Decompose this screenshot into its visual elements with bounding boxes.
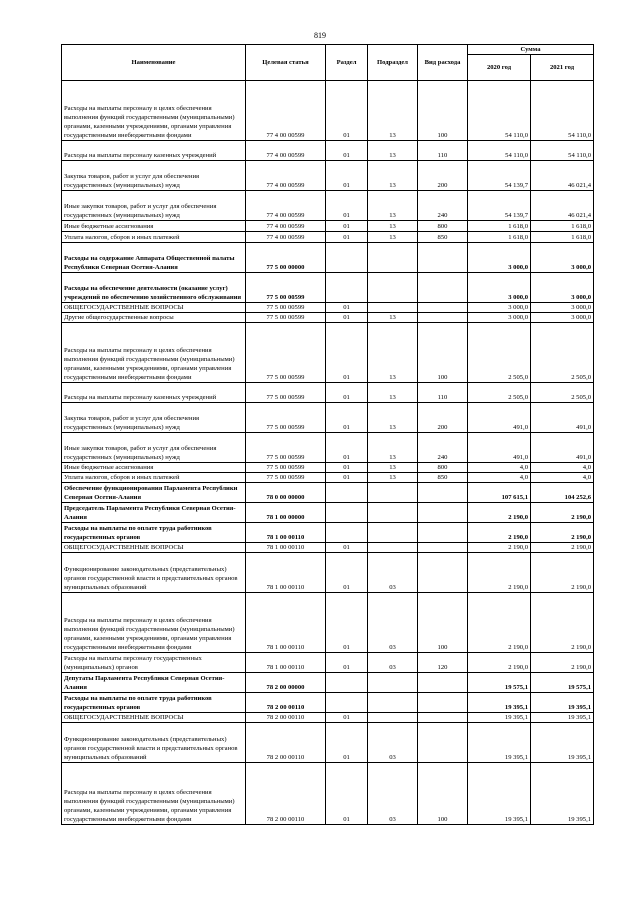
table-row: [62, 191, 594, 221]
table-row: [62, 693, 594, 713]
cell-name: Закупка товаров, работ и услуг для обеспечения государственных (муниципальных) нужд: [62, 403, 246, 433]
cell-expense-type: 240: [418, 433, 468, 463]
header-article: Целевая статья: [246, 45, 326, 81]
cell-2021: 46 021,4: [531, 161, 594, 191]
table-row: [62, 221, 594, 232]
cell-subsection: 13: [368, 313, 418, 323]
cell-article: 77 4 00 00599: [246, 191, 326, 221]
table-row: [62, 763, 594, 825]
cell-article: 78 1 00 00110: [246, 593, 326, 653]
cell-article: 78 1 00 00110: [246, 543, 326, 553]
cell-name: ОБЩЕГОСУДАРСТВЕННЫЕ ВОПРОСЫ: [62, 543, 246, 553]
cell-subsection: 13: [368, 323, 418, 383]
cell-article: 77 5 00 00000: [246, 243, 326, 273]
table-row: [62, 273, 594, 303]
cell-subsection: [368, 673, 418, 693]
cell-expense-type: [418, 313, 468, 323]
cell-name: Расходы на обеспечение деятельности (оказание услуг) учреждений по обеспечению хозяйственного обслуживания: [62, 273, 246, 303]
cell-subsection: 13: [368, 473, 418, 483]
cell-2020: 1 618,0: [468, 221, 531, 232]
cell-2020: 491,0: [468, 433, 531, 463]
cell-expense-type: 800: [418, 463, 468, 473]
cell-subsection: 13: [368, 81, 418, 141]
table-row: [62, 653, 594, 673]
cell-subsection: [368, 523, 418, 543]
cell-name: ОБЩЕГОСУДАРСТВЕННЫЕ ВОПРОСЫ: [62, 713, 246, 723]
cell-article: 78 1 00 00110: [246, 653, 326, 673]
cell-name: Другие общегосударственные вопросы: [62, 313, 246, 323]
cell-subsection: 13: [368, 161, 418, 191]
cell-section: [326, 273, 368, 303]
budget-table: [61, 44, 594, 825]
cell-name: Депутаты Парламента Республики Северная Осетия-Алания: [62, 673, 246, 693]
table-row: [62, 553, 594, 593]
header-section: Раздел: [326, 45, 368, 81]
cell-2020: 3 000,0: [468, 313, 531, 323]
table-row: [62, 383, 594, 403]
cell-section: 01: [326, 221, 368, 232]
cell-section: 01: [326, 473, 368, 483]
cell-expense-type: 850: [418, 232, 468, 243]
header-sum: Сумма: [468, 45, 594, 55]
cell-expense-type: [418, 553, 468, 593]
cell-2020: 2 190,0: [468, 543, 531, 553]
cell-2020: 2 505,0: [468, 383, 531, 403]
cell-2021: 2 505,0: [531, 323, 594, 383]
header-expense-type: Вид расхода: [418, 45, 468, 81]
cell-subsection: 13: [368, 221, 418, 232]
table-row: [62, 503, 594, 523]
cell-name: Уплата налогов, сборов и иных платежей: [62, 232, 246, 243]
cell-2021: 54 110,0: [531, 141, 594, 161]
cell-expense-type: [418, 723, 468, 763]
cell-2020: 2 190,0: [468, 503, 531, 523]
cell-section: 01: [326, 323, 368, 383]
cell-name: Расходы на выплаты персоналу в целях обеспечения выполнения функций государственными (муниципальными) органами, казенными учреждениями, органами управления государственными внебюджетными фондами: [62, 593, 246, 653]
cell-name: Обеспечение функционирования Парламента Республики Северная Осетия-Алания: [62, 483, 246, 503]
cell-section: [326, 483, 368, 503]
cell-section: 01: [326, 191, 368, 221]
header-subsection: Подраздел: [368, 45, 418, 81]
cell-article: 78 2 00 00110: [246, 693, 326, 713]
cell-expense-type: 850: [418, 473, 468, 483]
cell-subsection: [368, 303, 418, 313]
cell-2021: 2 505,0: [531, 383, 594, 403]
cell-article: 77 4 00 00599: [246, 232, 326, 243]
cell-2020: 54 139,7: [468, 191, 531, 221]
cell-2020: 54 110,0: [468, 141, 531, 161]
cell-article: 77 5 00 00599: [246, 473, 326, 483]
cell-article: 77 4 00 00599: [246, 161, 326, 191]
cell-subsection: [368, 543, 418, 553]
cell-2020: 4,0: [468, 463, 531, 473]
table-row: [62, 473, 594, 483]
cell-2020: 19 395,1: [468, 713, 531, 723]
cell-article: 77 5 00 00599: [246, 323, 326, 383]
cell-name: Иные бюджетные ассигнования: [62, 463, 246, 473]
cell-article: 77 5 00 00599: [246, 403, 326, 433]
cell-subsection: 03: [368, 593, 418, 653]
table-row: [62, 313, 594, 323]
cell-expense-type: [418, 273, 468, 303]
cell-expense-type: 100: [418, 593, 468, 653]
cell-section: [326, 523, 368, 543]
table-row: [62, 483, 594, 503]
cell-2020: 3 000,0: [468, 303, 531, 313]
cell-subsection: [368, 713, 418, 723]
cell-2021: 4,0: [531, 463, 594, 473]
cell-2020: 19 575,1: [468, 673, 531, 693]
cell-expense-type: [418, 543, 468, 553]
cell-section: 01: [326, 713, 368, 723]
cell-article: 77 4 00 00599: [246, 81, 326, 141]
cell-name: Уплата налогов, сборов и иных платежей: [62, 473, 246, 483]
cell-section: 01: [326, 161, 368, 191]
cell-article: 77 4 00 00599: [246, 141, 326, 161]
cell-subsection: 03: [368, 553, 418, 593]
cell-section: 01: [326, 433, 368, 463]
cell-section: 01: [326, 313, 368, 323]
table-row: [62, 161, 594, 191]
cell-2021: 3 000,0: [531, 273, 594, 303]
table-row: [62, 303, 594, 313]
cell-subsection: 13: [368, 383, 418, 403]
cell-expense-type: 200: [418, 161, 468, 191]
page-number: 819: [314, 31, 326, 40]
cell-subsection: 13: [368, 403, 418, 433]
cell-expense-type: [418, 303, 468, 313]
table-row: [62, 723, 594, 763]
cell-article: 78 2 00 00110: [246, 723, 326, 763]
cell-expense-type: 200: [418, 403, 468, 433]
cell-2021: 2 190,0: [531, 543, 594, 553]
cell-article: 78 2 00 00110: [246, 763, 326, 825]
cell-subsection: 13: [368, 191, 418, 221]
cell-article: 78 2 00 00110: [246, 713, 326, 723]
cell-name: Расходы на выплаты персоналу казенных учреждений: [62, 141, 246, 161]
cell-section: 01: [326, 723, 368, 763]
cell-section: 01: [326, 653, 368, 673]
cell-name: Закупка товаров, работ и услуг для обеспечения государственных (муниципальных) нужд: [62, 161, 246, 191]
cell-name: ОБЩЕГОСУДАРСТВЕННЫЕ ВОПРОСЫ: [62, 303, 246, 313]
cell-article: 77 4 00 00599: [246, 221, 326, 232]
cell-2021: 4,0: [531, 473, 594, 483]
table-row: [62, 232, 594, 243]
cell-article: 77 5 00 00599: [246, 433, 326, 463]
cell-section: [326, 673, 368, 693]
cell-expense-type: [418, 713, 468, 723]
cell-expense-type: [418, 523, 468, 543]
cell-2020: 54 110,0: [468, 81, 531, 141]
table-row: [62, 463, 594, 473]
cell-name: Расходы на выплаты по оплате труда работников государственных органов: [62, 693, 246, 713]
cell-section: [326, 693, 368, 713]
cell-section: 01: [326, 763, 368, 825]
cell-section: 01: [326, 81, 368, 141]
cell-expense-type: 120: [418, 653, 468, 673]
cell-2021: 3 000,0: [531, 313, 594, 323]
cell-expense-type: 110: [418, 141, 468, 161]
table-row: [62, 243, 594, 273]
cell-article: 77 5 00 00599: [246, 273, 326, 303]
table-row: [62, 713, 594, 723]
table-row: [62, 593, 594, 653]
cell-2021: 19 395,1: [531, 723, 594, 763]
cell-2021: 2 190,0: [531, 553, 594, 593]
cell-name: Расходы на выплаты персоналу в целях обеспечения выполнения функций государственными (муниципальными) органами, казенными учреждениями, органами управления государственными внебюджетными фондами: [62, 81, 246, 141]
cell-subsection: 13: [368, 463, 418, 473]
cell-2021: 2 190,0: [531, 653, 594, 673]
cell-section: [326, 243, 368, 273]
cell-name: Расходы на выплаты по оплате труда работников государственных органов: [62, 523, 246, 543]
cell-section: 01: [326, 141, 368, 161]
cell-2021: 46 021,4: [531, 191, 594, 221]
cell-2021: 19 395,1: [531, 693, 594, 713]
cell-2020: 54 139,7: [468, 161, 531, 191]
cell-subsection: [368, 243, 418, 273]
table-row: [62, 81, 594, 141]
cell-2020: 3 000,0: [468, 273, 531, 303]
cell-2020: 2 190,0: [468, 593, 531, 653]
header-name: Наименование: [62, 45, 246, 81]
cell-2021: 1 618,0: [531, 221, 594, 232]
cell-subsection: 13: [368, 141, 418, 161]
cell-2021: 54 110,0: [531, 81, 594, 141]
cell-2021: 2 190,0: [531, 503, 594, 523]
cell-name: Расходы на выплаты персоналу в целях обеспечения выполнения функций государственными (муниципальными) органами, казенными учреждениями, органами управления государственными внебюджетными фондами: [62, 763, 246, 825]
cell-name: Иные бюджетные ассигнования: [62, 221, 246, 232]
cell-expense-type: 100: [418, 323, 468, 383]
cell-2021: 19 395,1: [531, 763, 594, 825]
cell-section: [326, 503, 368, 523]
cell-2021: 2 190,0: [531, 593, 594, 653]
cell-section: 01: [326, 463, 368, 473]
cell-article: 78 1 00 00110: [246, 553, 326, 593]
cell-expense-type: 800: [418, 221, 468, 232]
cell-article: 77 5 00 00599: [246, 463, 326, 473]
cell-expense-type: [418, 693, 468, 713]
cell-article: 77 5 00 00599: [246, 313, 326, 323]
cell-2020: 2 190,0: [468, 553, 531, 593]
cell-subsection: [368, 693, 418, 713]
header-year-2020: 2020 год: [468, 55, 531, 81]
table-row: [62, 673, 594, 693]
cell-expense-type: 110: [418, 383, 468, 403]
cell-2021: 3 000,0: [531, 303, 594, 313]
cell-subsection: 03: [368, 763, 418, 825]
table-body: [62, 81, 594, 825]
cell-2021: 1 618,0: [531, 232, 594, 243]
cell-subsection: 13: [368, 232, 418, 243]
cell-2020: 3 000,0: [468, 243, 531, 273]
cell-2020: 19 395,1: [468, 693, 531, 713]
cell-expense-type: 100: [418, 763, 468, 825]
cell-2020: 2 190,0: [468, 523, 531, 543]
cell-name: Расходы на содержание Аппарата Общественной палаты Республики Северная Осетия-Алания: [62, 243, 246, 273]
table-row: [62, 523, 594, 543]
header-year-2021: 2021 год: [531, 55, 594, 81]
cell-2021: 491,0: [531, 433, 594, 463]
cell-2021: 2 190,0: [531, 523, 594, 543]
cell-section: 01: [326, 303, 368, 313]
cell-2020: 107 615,1: [468, 483, 531, 503]
cell-expense-type: 240: [418, 191, 468, 221]
cell-2020: 19 395,1: [468, 763, 531, 825]
table-row: [62, 403, 594, 433]
cell-name: Председатель Парламента Республики Северная Осетия-Алания: [62, 503, 246, 523]
cell-expense-type: [418, 243, 468, 273]
cell-article: 78 0 00 00000: [246, 483, 326, 503]
cell-2021: 104 252,6: [531, 483, 594, 503]
cell-2021: 3 000,0: [531, 243, 594, 273]
table-row: [62, 141, 594, 161]
cell-subsection: 03: [368, 723, 418, 763]
cell-article: 78 2 00 00000: [246, 673, 326, 693]
cell-section: 01: [326, 403, 368, 433]
table-row: [62, 543, 594, 553]
cell-subsection: [368, 503, 418, 523]
cell-expense-type: [418, 503, 468, 523]
cell-name: Иные закупки товаров, работ и услуг для обеспечения государственных (муниципальных) нужд: [62, 191, 246, 221]
cell-name: Расходы на выплаты персоналу государственных (муниципальных) органов: [62, 653, 246, 673]
cell-subsection: 03: [368, 653, 418, 673]
cell-2020: 2 190,0: [468, 653, 531, 673]
cell-section: 01: [326, 593, 368, 653]
cell-expense-type: 100: [418, 81, 468, 141]
cell-section: 01: [326, 553, 368, 593]
cell-2020: 19 395,1: [468, 723, 531, 763]
table-row: [62, 323, 594, 383]
cell-article: 78 1 00 00000: [246, 503, 326, 523]
cell-name: Иные закупки товаров, работ и услуг для обеспечения государственных (муниципальных) нужд: [62, 433, 246, 463]
cell-article: 78 1 00 00110: [246, 523, 326, 543]
cell-section: 01: [326, 543, 368, 553]
cell-section: 01: [326, 383, 368, 403]
cell-2020: 4,0: [468, 473, 531, 483]
cell-2021: 491,0: [531, 403, 594, 433]
cell-2020: 491,0: [468, 403, 531, 433]
cell-article: 77 5 00 00599: [246, 303, 326, 313]
cell-2021: 19 395,1: [531, 713, 594, 723]
cell-name: Расходы на выплаты персоналу казенных учреждений: [62, 383, 246, 403]
table-row: [62, 433, 594, 463]
cell-name: Функционирование законодательных (представительных) органов государственной власти и представительных органов муниципальных образований: [62, 723, 246, 763]
cell-name: Расходы на выплаты персоналу в целях обеспечения выполнения функций государственными (муниципальными) органами, казенными учреждениями, органами управления государственными внебюджетными фондами: [62, 323, 246, 383]
cell-2020: 2 505,0: [468, 323, 531, 383]
cell-section: 01: [326, 232, 368, 243]
cell-expense-type: [418, 673, 468, 693]
cell-article: 77 5 00 00599: [246, 383, 326, 403]
cell-subsection: [368, 273, 418, 303]
cell-2021: 19 575,1: [531, 673, 594, 693]
cell-subsection: [368, 483, 418, 503]
cell-expense-type: [418, 483, 468, 503]
cell-2020: 1 618,0: [468, 232, 531, 243]
cell-name: Функционирование законодательных (представительных) органов государственной власти и представительных органов муниципальных образований: [62, 553, 246, 593]
cell-subsection: 13: [368, 433, 418, 463]
